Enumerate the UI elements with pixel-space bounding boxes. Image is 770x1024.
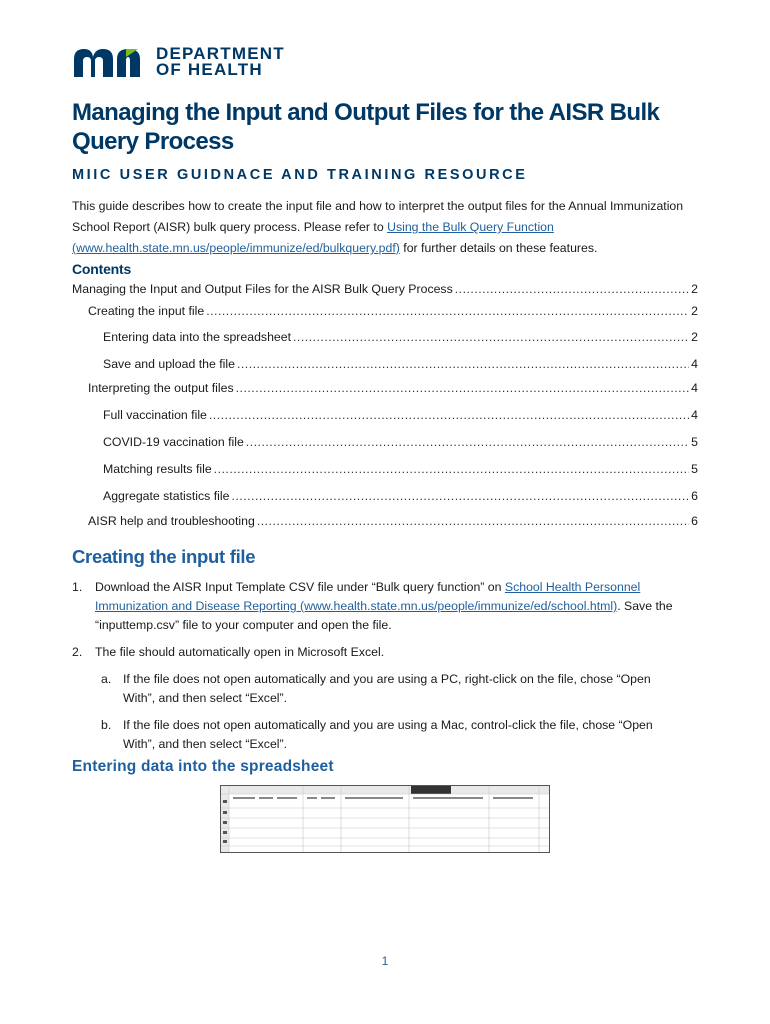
- toc-entry-title: Entering data into the spreadsheet: [103, 330, 292, 344]
- list-item: [72, 578, 700, 638]
- logo-line-2: OF HEALTH: [156, 60, 263, 79]
- spreadsheet-grid-image: [221, 786, 549, 852]
- section-heading-creating-input-file: Creating the input file: [72, 546, 256, 567]
- toc-entry-page: 4: [691, 357, 698, 371]
- toc-entry-page: 5: [691, 435, 698, 449]
- toc-entry-page: 2: [691, 304, 698, 318]
- bulk-query-guide-link[interactable]: Using the Bulk Query Function (www.health.state.mn.us/people/immunize/ed/bulkquery.pdf): [72, 220, 554, 255]
- toc-entry-title: Interpreting the output files: [88, 381, 234, 395]
- toc-entry-page: 4: [691, 381, 698, 395]
- list-letter: b.: [101, 718, 112, 732]
- list-item-text: [95, 578, 700, 635]
- toc-entry[interactable]: [103, 330, 698, 344]
- toc-entry-title: Save and upload the file: [103, 357, 235, 371]
- toc-entry[interactable]: [103, 462, 698, 476]
- toc-entry[interactable]: [103, 489, 698, 503]
- toc-entry[interactable]: [103, 435, 698, 449]
- list-number: 2.: [72, 645, 83, 659]
- list-item: [72, 643, 700, 663]
- list-item: [101, 716, 681, 756]
- toc-entry-title: Matching results file: [103, 462, 212, 476]
- toc-entry[interactable]: [103, 408, 698, 422]
- step1-text-before: Download the AISR Input Template CSV file under “Bulk query function” on: [95, 580, 505, 594]
- toc-entry-page: 2: [691, 282, 698, 296]
- toc-entry-page: 6: [691, 489, 698, 503]
- mn-logo-icon: [72, 45, 150, 79]
- toc-entry-title: Full vaccination file: [103, 408, 207, 422]
- section-heading-entering-data: Entering data into the spreadsheet: [72, 758, 334, 775]
- logo-line-1: DEPARTMENT: [156, 44, 285, 63]
- logo-wordmark: [156, 46, 285, 78]
- toc-entry-page: 6: [691, 514, 698, 528]
- toc-entry[interactable]: [88, 381, 698, 395]
- toc-entry-title: Creating the input file: [88, 304, 205, 318]
- step1-text-after: . Save the “inputtemp.csv” file to your computer and open the file.: [95, 599, 673, 632]
- school-health-personnel-link[interactable]: School Health Personnel Immunization and Disease Reporting (www.health.state.mn.us/people/immunize/ed/school.html): [95, 580, 641, 613]
- list-item-text: The file should automatically open in Microsoft Excel.: [95, 645, 385, 659]
- page-number: 1: [381, 954, 389, 968]
- list-number: 1.: [72, 580, 83, 594]
- toc-entry-page: 2: [691, 330, 698, 344]
- list-letter: a.: [101, 672, 112, 686]
- toc-entry[interactable]: [103, 357, 698, 371]
- intro-text-after: for further details on these features.: [399, 241, 598, 255]
- list-item: [101, 670, 681, 710]
- list-item-text: If the file does not open automatically and you are using a PC, right-click on the file, chose “Open With”, and then select “Excel”.: [123, 672, 651, 705]
- toc-entry-title: Managing the Input and Output Files for the AISR Bulk Query Process: [72, 282, 453, 296]
- toc-entry[interactable]: [72, 282, 698, 296]
- intro-text-before: This guide describes how to create the input file and how to interpret the output files for the Annual Immunization School Report (AISR) bulk query process. Please refer to: [72, 199, 684, 234]
- toc-entry-title: AISR help and troubleshooting: [88, 514, 255, 528]
- page-title: Managing the Input and Output Files for the AISR Bulk Query Process: [72, 99, 660, 155]
- toc-entry-page: 5: [691, 462, 698, 476]
- toc-entry-title: Aggregate statistics file: [103, 489, 230, 503]
- list-item-text: If the file does not open automatically and you are using a Mac, control-click the file, chose “Open With”, and then select “Excel”.: [123, 718, 653, 751]
- toc-entry[interactable]: [88, 514, 698, 528]
- contents-heading: Contents: [72, 261, 132, 277]
- page-subtitle: MIIC USER GUIDNACE AND TRAINING RESOURCE: [72, 167, 528, 183]
- toc-entry-title: COVID-19 vaccination file: [103, 435, 244, 449]
- toc-entry-page: 4: [691, 408, 698, 422]
- intro-paragraph: [72, 196, 702, 259]
- spreadsheet-screenshot: [220, 785, 550, 853]
- mn-department-of-health-logo: [72, 44, 285, 80]
- toc-entry[interactable]: [88, 304, 698, 318]
